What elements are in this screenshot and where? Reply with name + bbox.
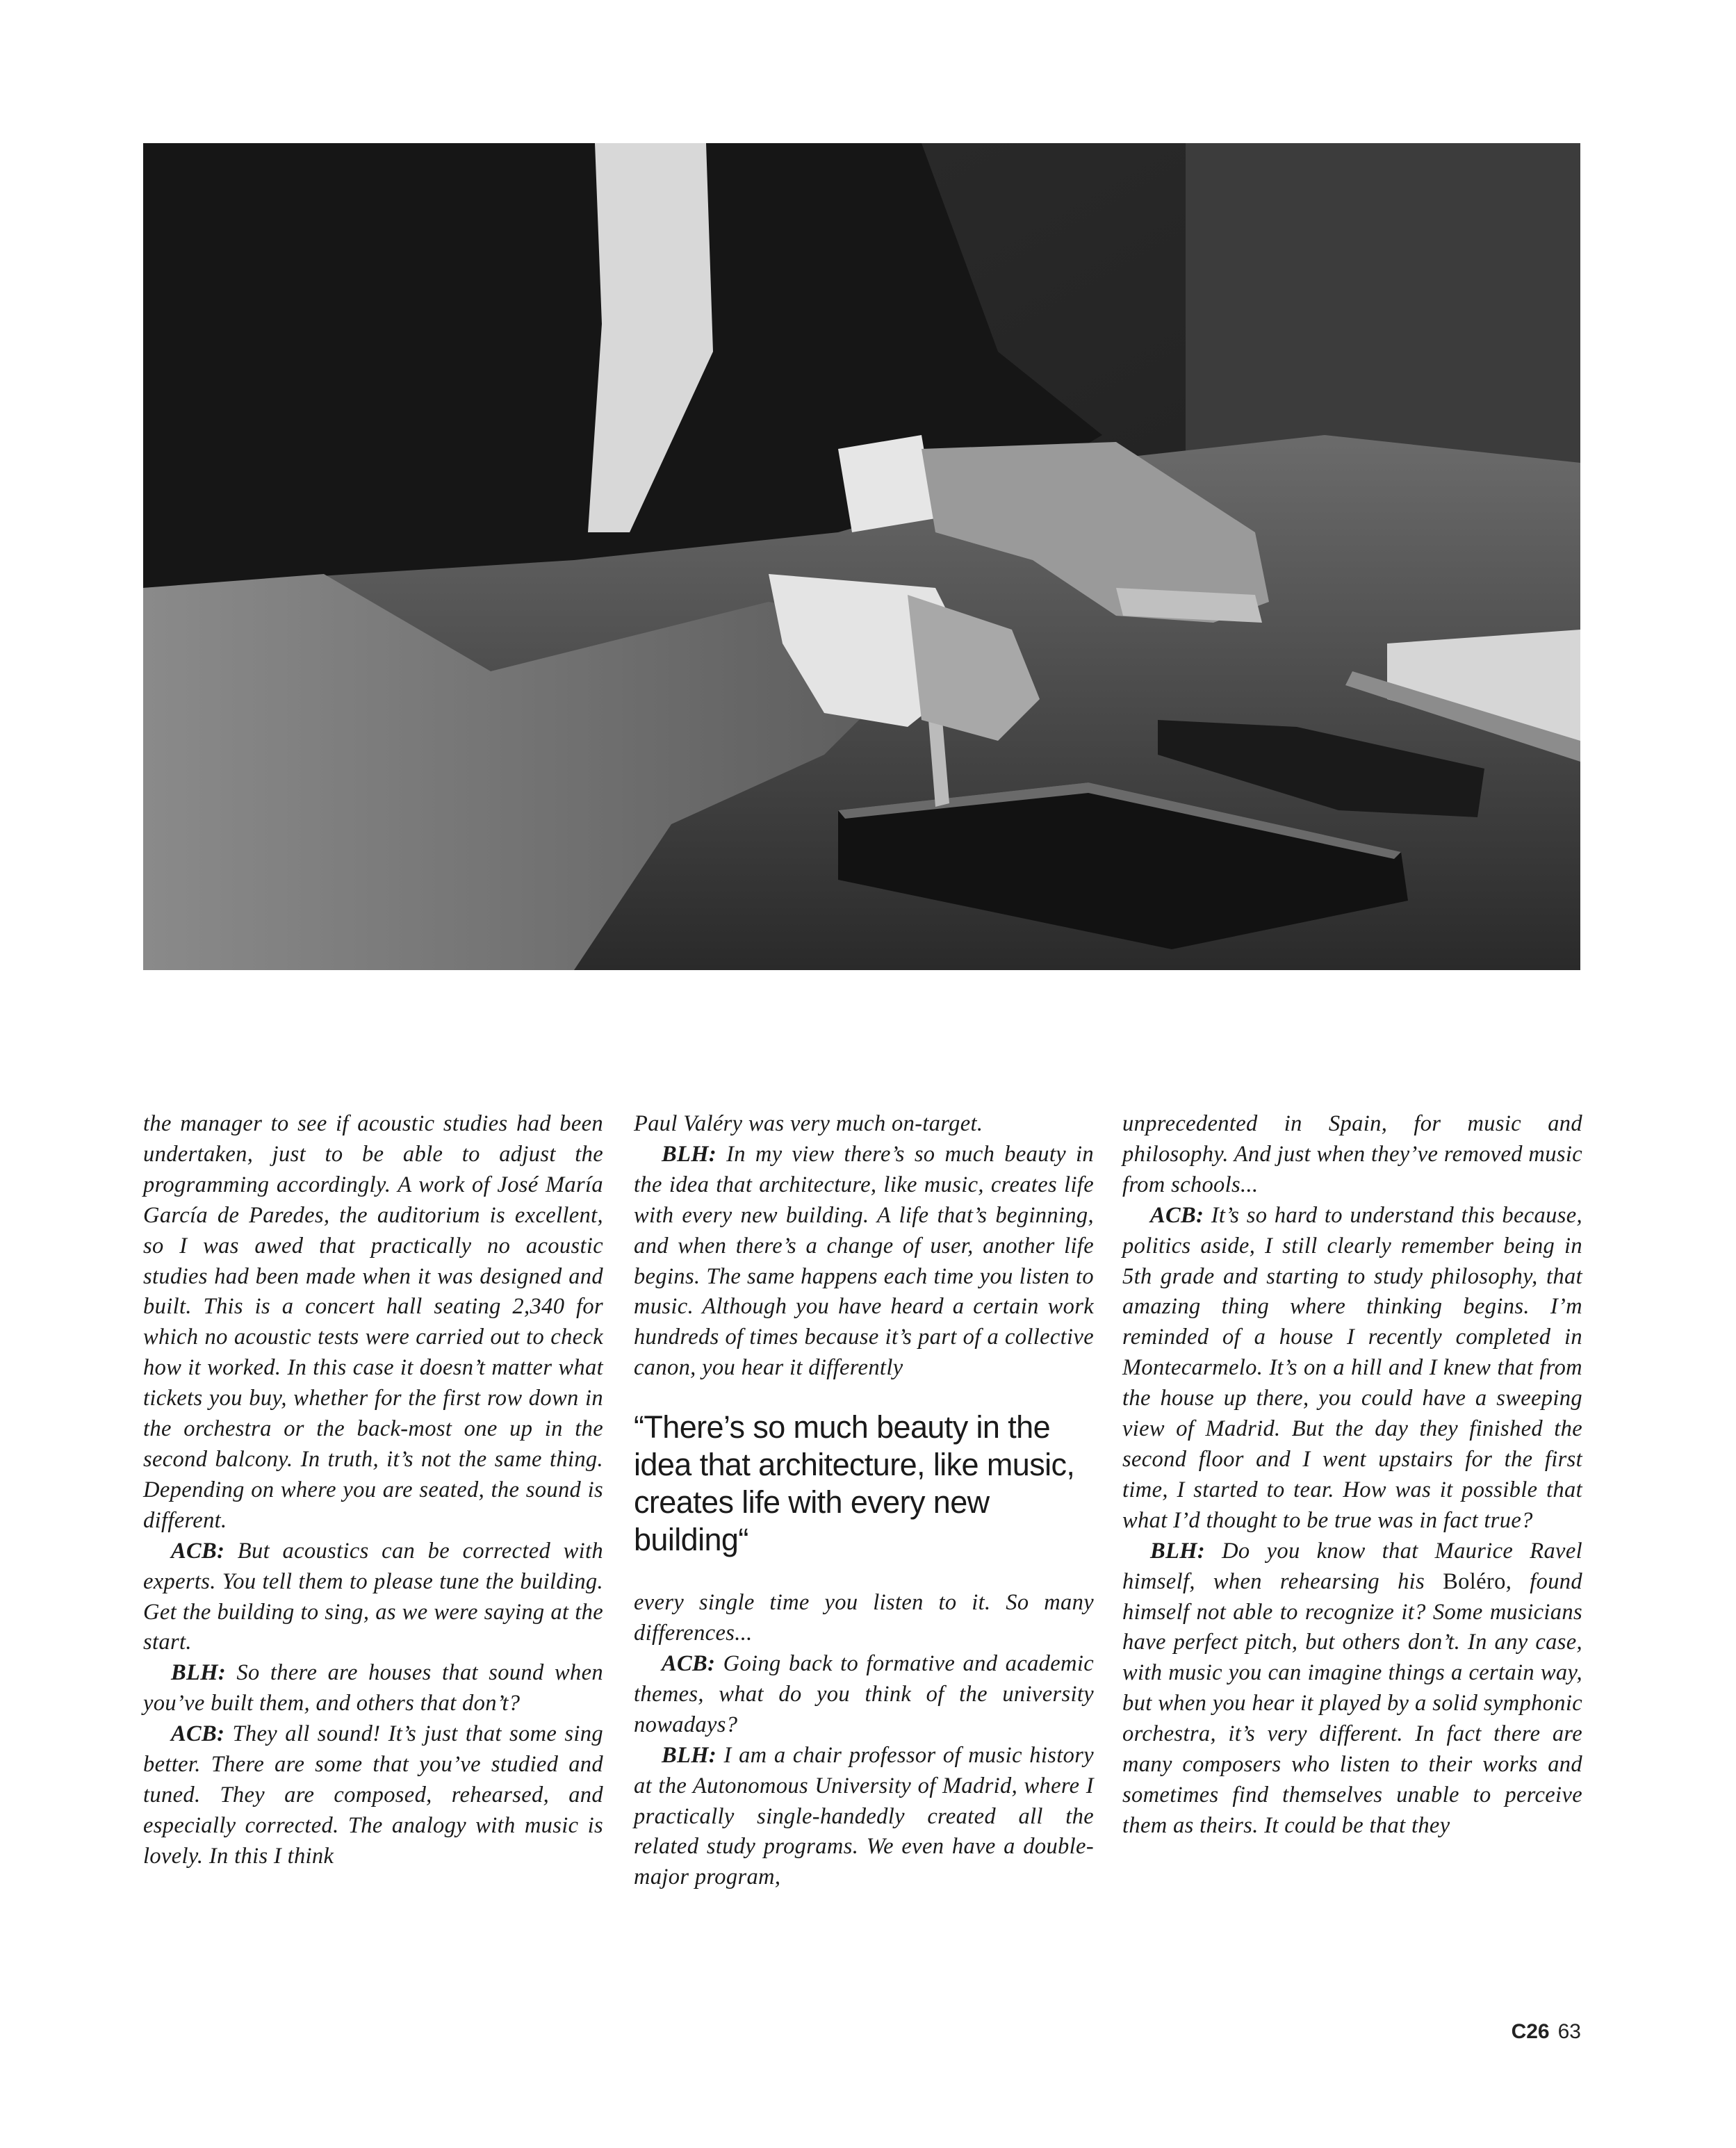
paragraph-text: In my view there’s so much beauty in the idea that architecture, like music, creates life with every new building. A life that’s beginning, and when there’s a change of user, another life begins. The same happens each time you listen to music. Although you have heard a certain work hundreds of times because it’s part of a collective canon, you hear it differently	[634, 1141, 1094, 1381]
paragraph-text: So there are houses that sound when you’ve built them, and others that don’t?	[143, 1660, 603, 1716]
paragraph: every single time you listen to it. So many differences...	[634, 1590, 1094, 1646]
page-folio	[1512, 2020, 1581, 2044]
pull-quote: “There’s so much beauty in the idea that architecture, like music, creates life with every new building“	[634, 1409, 1075, 1558]
photo-hands-on-table	[143, 143, 1580, 970]
paragraph-text: I am a chair professor of music history at the Autonomous University of Madrid, where I practically single-handedly created all the related study programs. We even have a double-major program,	[634, 1742, 1094, 1890]
paragraph	[634, 1649, 1094, 1741]
work-title: Boléro	[1443, 1568, 1506, 1594]
speaker-label: BLH:	[171, 1660, 227, 1686]
photo-illustration	[143, 143, 1580, 970]
paragraph-text: , found himself not able to recognize it? Some musicians have perfect pitch, but others don’t. In any case, with music you can imagine things a certain way, but when you hear it played by a solid symphonic orchestra, it’s very different. In fact there are many composers who listen to their works and sometimes find themselves unable to perceive them as theirs. It could be that they	[1122, 1568, 1582, 1838]
paragraph-text: But acoustics can be corrected with experts. You tell them to please tune the building. Get the building to sing, as we were saying at the start.	[143, 1538, 603, 1655]
paragraph	[143, 1536, 603, 1659]
speaker-label: ACB:	[171, 1538, 225, 1564]
paragraph	[634, 1741, 1094, 1894]
speaker-label: BLH:	[662, 1141, 717, 1167]
text-column-2	[634, 1109, 1094, 1893]
paragraph	[143, 1658, 603, 1719]
paragraph	[1122, 1536, 1582, 1842]
speaker-label: ACB:	[662, 1650, 716, 1676]
speaker-label: BLH:	[662, 1742, 717, 1768]
paragraph-text: Going back to formative and academic themes, what do you think of the university nowadays?	[634, 1650, 1094, 1737]
text-column-3	[1122, 1109, 1582, 1842]
speaker-label: BLH:	[1150, 1538, 1206, 1564]
paragraph	[143, 1719, 603, 1872]
speaker-label: ACB:	[1150, 1202, 1204, 1228]
text-column-1	[143, 1109, 603, 1872]
speaker-label: ACB:	[171, 1721, 225, 1747]
paragraph: Paul Valéry was very much on-target.	[634, 1111, 983, 1136]
paragraph	[1122, 1201, 1582, 1536]
paragraph-text: Do you know that Maurice Ravel himself, when rehearsing his	[1122, 1538, 1582, 1594]
page-number: 63	[1557, 2020, 1581, 2043]
paragraph: the manager to see if acoustic studies had been undertaken, just to be able to adjust the programming accordingly. A work of José María García de Paredes, the auditorium is excellent, so I was awed that practically no acoustic studies had been made when it was designed and built. This is a concert hall seating 2,340 for which no acoustic tests were carried out to check how it worked. In this case it doesn’t matter what tickets you buy, whether for the first row down in the orchestra or the back-most one up in the second balcony. In truth, it’s not the same thing. Depending on where you are seated, the sound is different.	[143, 1111, 603, 1533]
paragraph-text: They all sound! It’s just that some sing better. There are some that you’ve studied and tuned. They are composed, rehearsed, and especially corrected. The analogy with music is lovely. In this I think	[143, 1721, 603, 1869]
paragraph	[634, 1140, 1094, 1384]
paragraph-text: It’s so hard to understand this because, politics aside, I still clearly remember being in 5th grade and starting to study philosophy, that amazing thing where thinking begins. I’m reminded of a house I recently completed in Montecarmelo. It’s on a hill and I knew that from the house up there, you could have a sweeping view of Madrid. But the day they finished the second floor and I went upstairs for the first time, I started to tear. How was it possible that what I’d thought to be true was in fact true?	[1122, 1202, 1582, 1533]
magazine-name: C26	[1511, 2020, 1550, 2043]
paragraph: unprecedented in Spain, for music and philosophy. And just when they’ve removed music from schools...	[1122, 1111, 1582, 1197]
